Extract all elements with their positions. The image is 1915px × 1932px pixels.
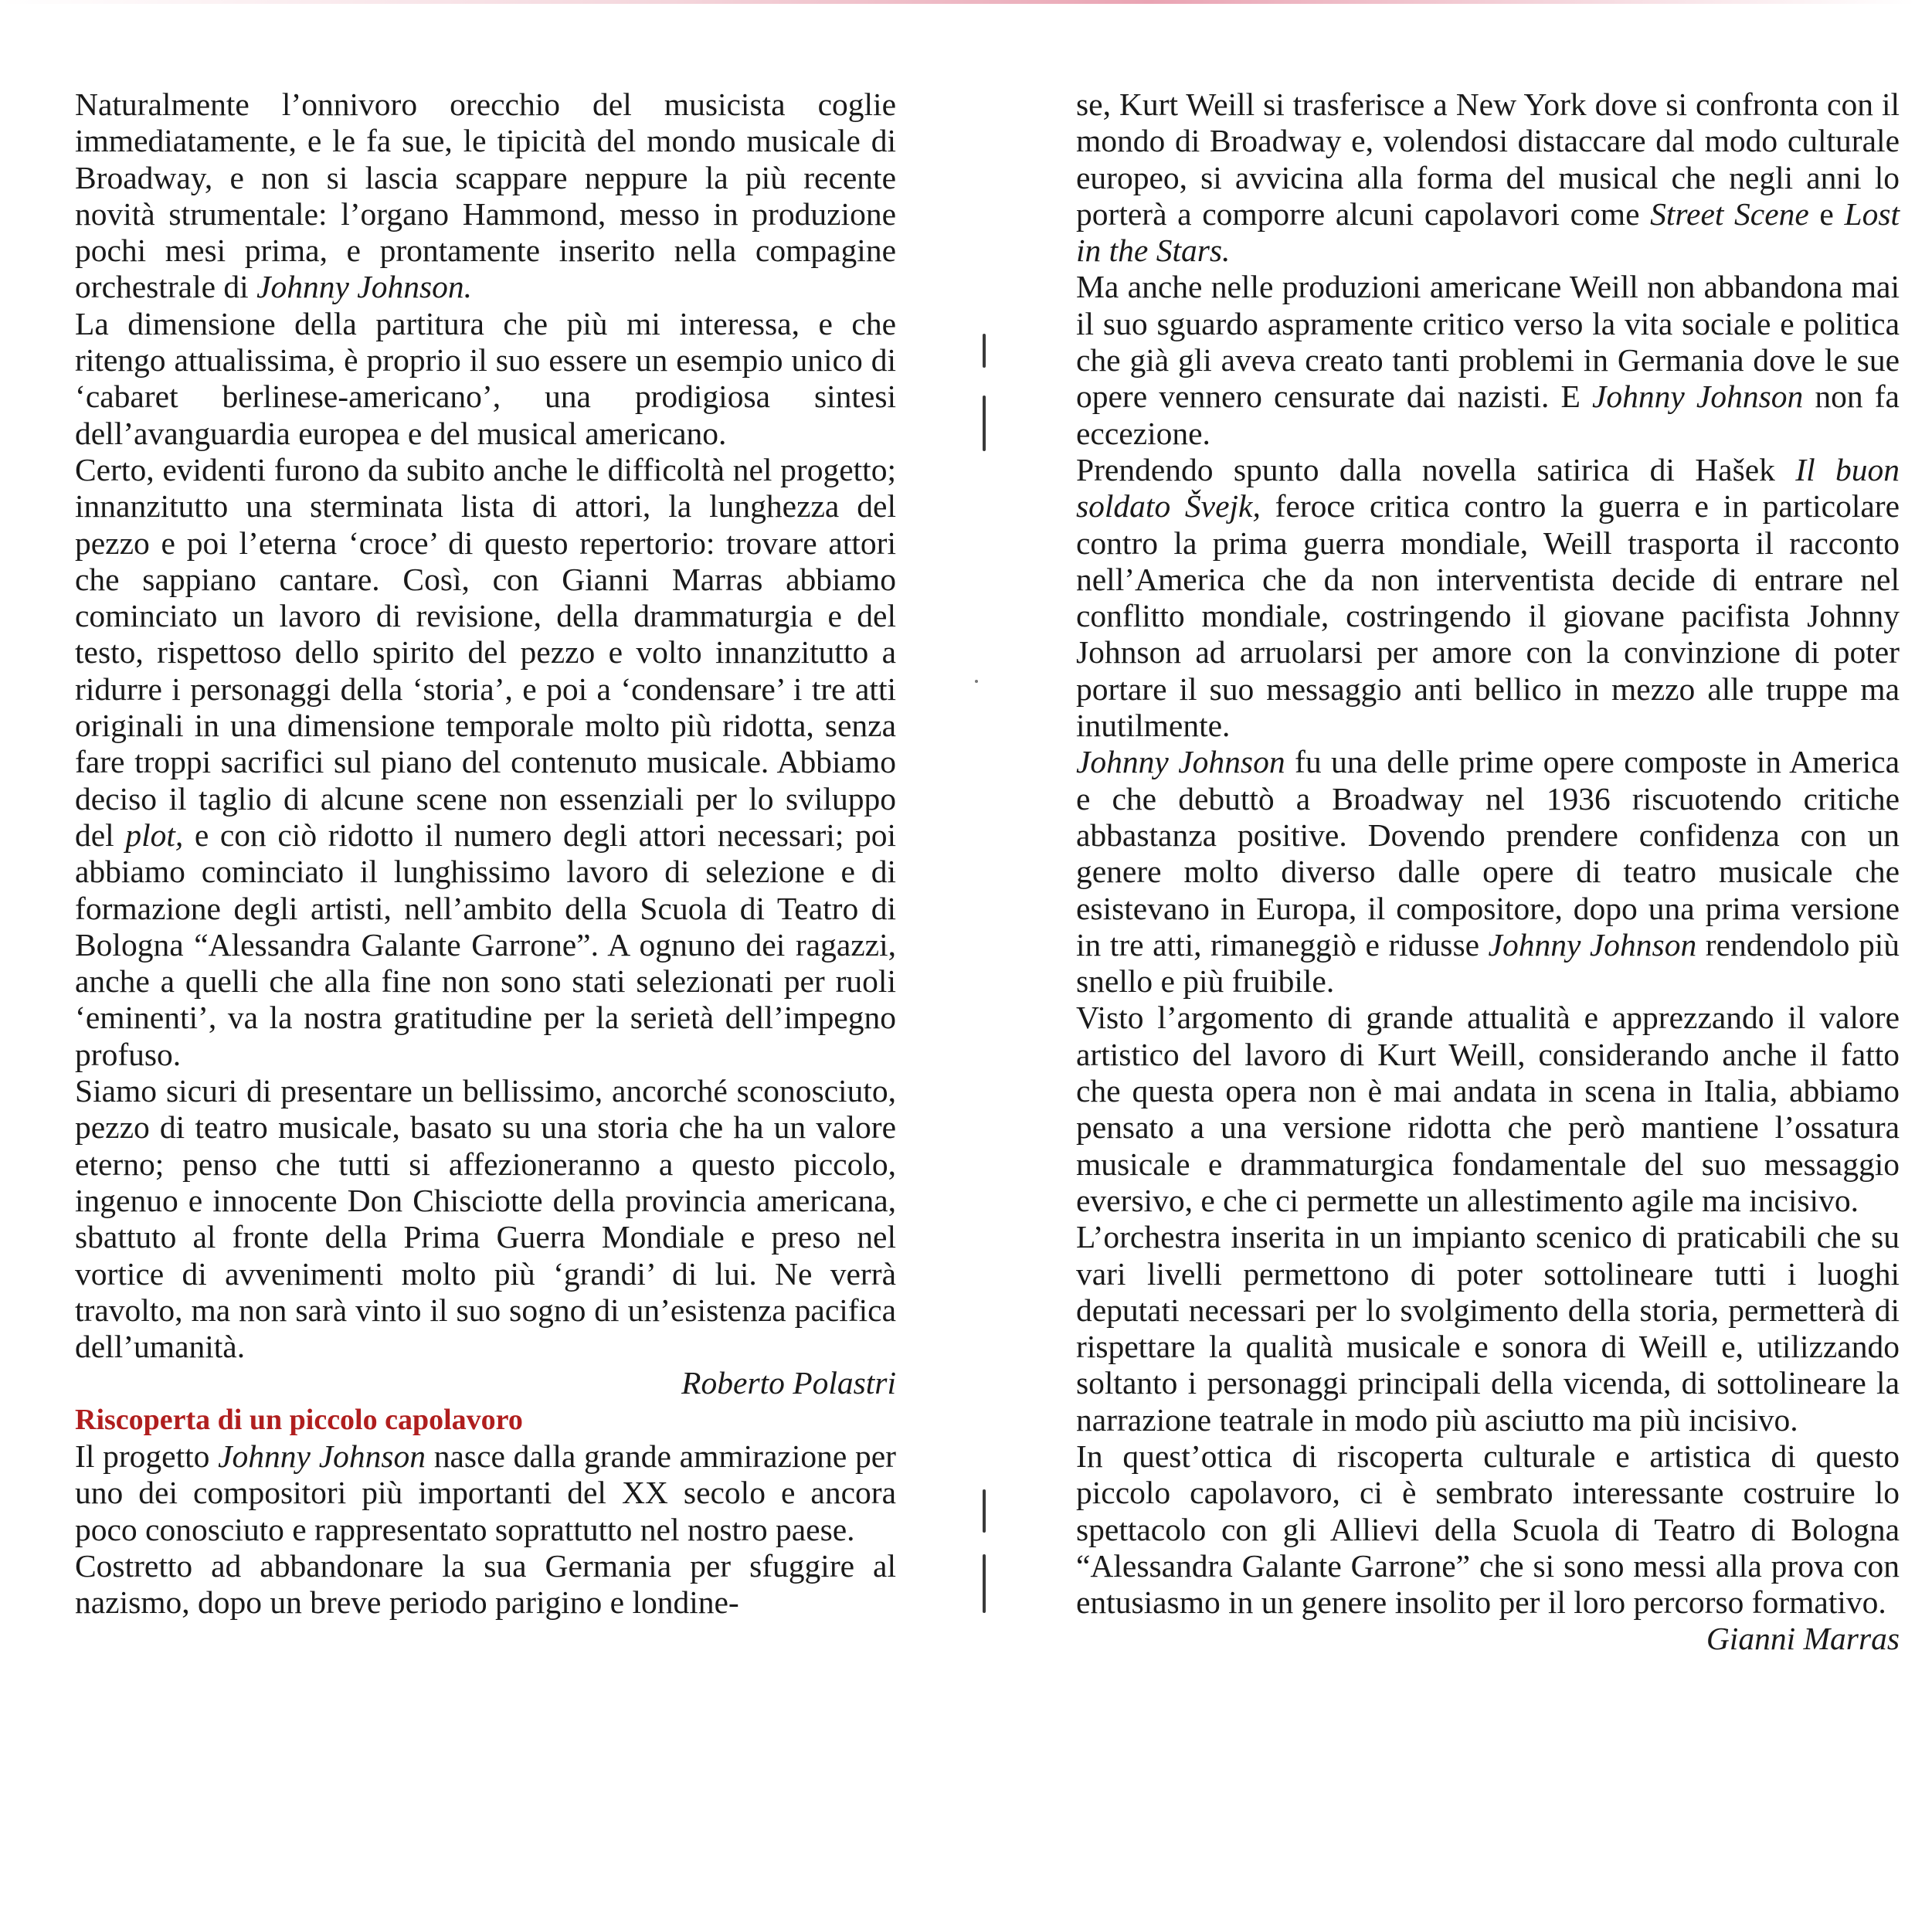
paragraph: Siamo sicuri di presentare un bellissimo, ancorché sconosciuto, pezzo di teatro musicale, basato su una storia che ha un valore eterno; penso che tutti si affezioneranno a questo piccolo, ingenuo e innocente Don Chisciotte della provincia americana, sbattuto al fronte della Prima Guerra Mondiale e preso nel vortice di avvenimenti molto più ‘grandi’ di lui. Ne verrà travolto, ma non sarà vinto il suo sogno di un’esistenza pacifica dell’umanità.	[75, 1073, 896, 1365]
paragraph: Certo, evidenti furono da subito anche le difficoltà nel progetto; innanzitutto una sterminata lista di attori, la lunghezza del pezzo e poi l’eterna ‘croce’ di questo repertorio: trovare attori che sappiano cantare. Così, con Gianni Marras abbiamo cominciato un lavoro di revisione, della drammaturgia e del testo, rispettoso dello spirito del pezzo e volto innanzitutto a ridurre i personaggi della ‘storia’, e poi a ‘condensare’ i tre atti originali in una dimensione temporale molto più ridotta, senza fare troppi sacrifici sul piano del contenuto musicale. Abbiamo deciso il taglio di alcune scene non essenziali per lo sviluppo del plot, e con ciò ridotto il numero degli attori necessari; poi abbiamo cominciato il lunghissimo lavoro di selezione e di formazione degli artisti, nell’ambito della Scuola di Teatro di Bologna “Alessandra Galante Garrone”. A ognuno dei ragazzi, anche a quelli che alla fine non sono stati selezionati per ruoli ‘eminenti’, va la nostra gratitudine per la serietà dell’impegno profuso.	[75, 451, 896, 1072]
paragraph: Johnny Johnson fu una delle prime opere composte in America e che debuttò a Broadway nel 1936 riscuotendo critiche abbastanza positive. Dovendo prendere confidenza con un genere molto diverso dalle opere di teatro musicale che esistevano in Europa, il compositore, dopo una prima versione in tre atti, rimaneggiò e ridusse Johnny Johnson rendendolo più snello e più fruibile.	[1076, 744, 1900, 1000]
paragraph: Costretto ad abbandonare la sua Germania per sfuggire al nazismo, dopo un breve periodo parigino e londine-	[75, 1547, 896, 1621]
right-column	[1076, 87, 1900, 1658]
paragraph: L’orchestra inserita in un impianto scenico di praticabili che su vari livelli permettono di poter sottolineare tutti i luoghi deputati necessari per lo svolgimento della storia, permetterà di rispettare la qualità musicale e sonora di Weill e, utilizzando soltanto i personaggi principali della vicenda, di sottolineare la narrazione teatrale in modo più asciutto ma più incisivo.	[1076, 1219, 1900, 1438]
speck	[975, 680, 978, 683]
paragraph: Prendendo spunto dalla novella satirica di Hašek Il buon soldato Švejk, feroce critica contro la guerra e in particolare contro la prima guerra mondiale, Weill trasporta il racconto nell’America che da non interventista decide di entrare nel conflitto mondiale, costringendo il giovane pacifista Johnny Johnson ad arruolarsi per amore con la convinzione di poter portare il suo messaggio anti bellico in mezzo alle truppe ma inutilmente.	[1076, 451, 1900, 744]
section-title: Riscoperta di un piccolo capolavoro	[75, 1403, 523, 1436]
work-title: Lost in the Stars.	[1076, 195, 1900, 269]
author-signature: Roberto Polastri	[681, 1365, 896, 1401]
staple-mark	[983, 334, 986, 368]
work-title: Johnny Johnson	[1076, 744, 1285, 780]
staple-mark	[983, 1489, 986, 1533]
work-title: Il buon soldato Švejk,	[1076, 451, 1900, 525]
paragraph: Visto l’argomento di grande attualità e apprezzando il valore artistico del lavoro di Kurt Weill, considerando anche il fatto che questa opera non è mai andata in scena in Italia, abbiamo pensato a una versione ridotta che però mantiene l’ossatura musicale e drammaturgica fondamentale del suo messaggio eversivo, e che ci permette un allestimento agile ma incisivo.	[1076, 1000, 1900, 1218]
top-edge-rule	[0, 0, 1915, 4]
emphasis: plot,	[125, 817, 184, 853]
staple-mark	[983, 1554, 986, 1613]
author-signature: Gianni Marras	[1706, 1621, 1900, 1657]
left-column	[75, 87, 896, 1621]
paragraph: Naturalmente l’onnivoro orecchio del musicista coglie immediatamente, e le fa sue, le tipicità del mondo musicale di Broadway, e non si lascia scappare neppure la più recente novità strumentale: l’organo Hammond, messo in produzione pochi mesi prima, e prontamente inserito nella compagine orchestrale di Johnny Johnson.	[75, 87, 896, 305]
work-title: Johnny Johnson	[1488, 926, 1697, 963]
work-title: Street Scene	[1650, 195, 1809, 232]
work-title: Johnny Johnson	[1591, 379, 1804, 415]
work-title: Johnny Johnson.	[256, 269, 472, 305]
paragraph: In quest’ottica di riscoperta culturale e artistica di questo piccolo capolavoro, ci è sembrato interessante costruire lo spettacolo con gli Allievi della Scuola di Teatro di Bologna “Alessandra Galante Garrone” che si sono messi alla prova con entusiasmo in un genere insolito per il loro percorso formativo.	[1076, 1438, 1900, 1621]
paragraph: Ma anche nelle produzioni americane Weill non abbandona mai il suo sguardo aspramente critico verso la vita sociale e politica che già gli aveva creato tanti problemi in Germania dove le sue opere vennero censurate dai nazisti. E Johnny Johnson non fa eccezione.	[1076, 269, 1900, 451]
paragraph: Il progetto Johnny Johnson nasce dalla grande ammirazione per uno dei compositori più importanti del XX secolo e ancora poco conosciuto e rappresentato soprattutto nel nostro paese.	[75, 1438, 896, 1547]
work-title: Johnny Johnson	[218, 1438, 426, 1474]
paragraph: se, Kurt Weill si trasferisce a New York dove si confronta con il mondo di Broadway e, volendosi distaccare dal modo culturale europeo, si avvicina alla forma del musical che negli anni lo porterà a comporre alcuni capolavori come Street Scene e Lost in the Stars.	[1076, 87, 1900, 269]
paragraph: La dimensione della partitura che più mi interessa, e che ritengo attualissima, è proprio il suo essere un esempio unico di ‘cabaret berlinese-americano’, una prodigiosa sintesi dell’avanguardia europea e del musical americano.	[75, 305, 896, 451]
staple-mark	[983, 396, 986, 451]
